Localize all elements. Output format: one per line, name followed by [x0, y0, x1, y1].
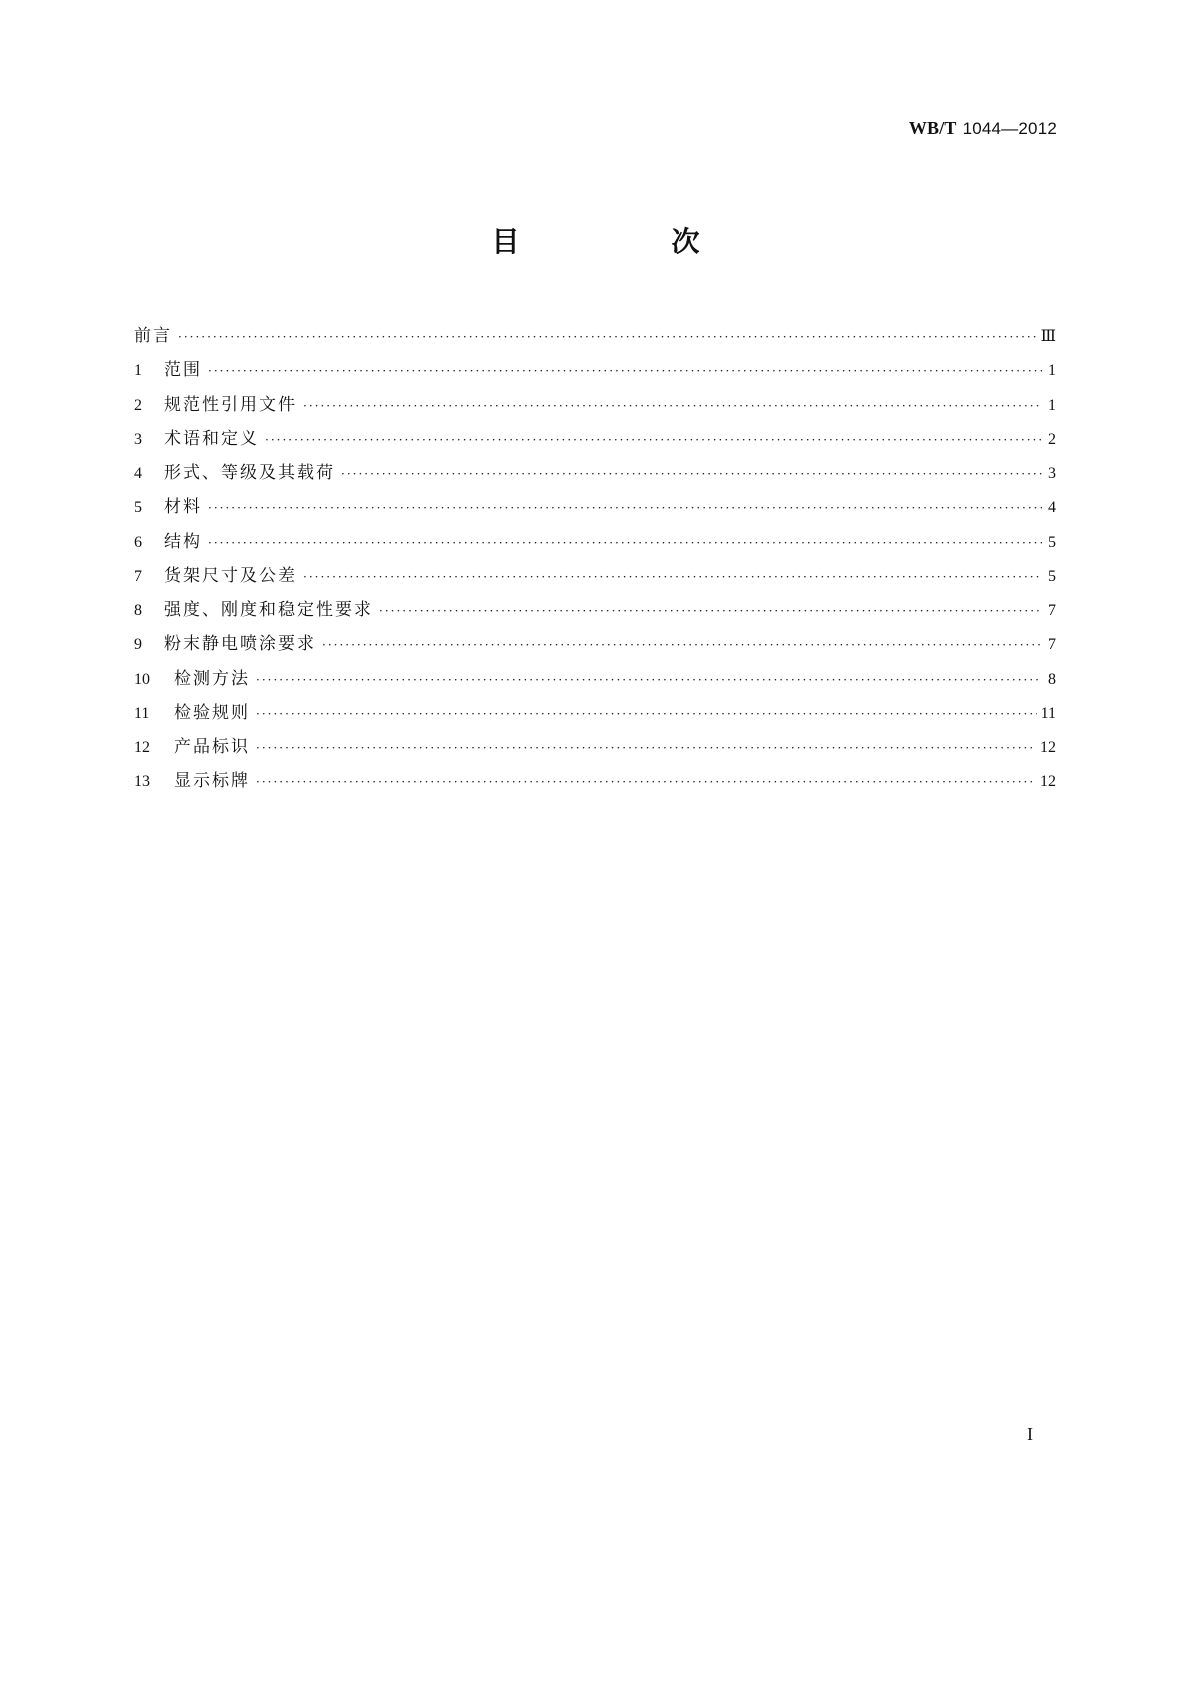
toc-entry-label: 前言	[134, 326, 172, 346]
toc-entry-page: 7	[1048, 636, 1056, 654]
toc-entry-3[interactable]	[134, 427, 1056, 461]
toc-entry-number: 13	[134, 773, 150, 791]
toc-entry-number: 9	[134, 636, 142, 654]
toc-entry-8[interactable]	[134, 598, 1056, 632]
toc-entry-9[interactable]	[134, 632, 1056, 666]
toc-entry-page: 7	[1048, 602, 1056, 619]
dot-leader	[256, 770, 1036, 794]
toc-entry-label: 材料	[164, 497, 202, 518]
toc-entry-label: 粉末静电喷涂要求	[164, 634, 316, 655]
toc-entry-number: 5	[134, 499, 142, 517]
toc-entry-page: 1	[1048, 362, 1056, 380]
toc-entry-number: 7	[134, 567, 142, 585]
page-number: I	[1027, 1424, 1033, 1444]
toc-entry-4[interactable]	[134, 461, 1056, 495]
toc-entry-6[interactable]	[134, 530, 1056, 564]
toc-entry-number: 4	[134, 465, 142, 482]
toc-entry-number: 1	[134, 362, 142, 380]
toc-entry-page: 2	[1048, 430, 1056, 448]
toc-entry-7[interactable]	[134, 564, 1056, 598]
toc-entry-13[interactable]	[134, 769, 1056, 803]
toc-entry-label: 范围	[164, 360, 202, 381]
toc-entry-number: 10	[134, 670, 150, 688]
toc-entry-2[interactable]	[134, 393, 1056, 427]
toc-entry-5[interactable]	[134, 495, 1056, 529]
toc-entry-number: 3	[134, 430, 142, 448]
dot-leader	[178, 325, 1037, 349]
toc-entry-label: 形式、等级及其载荷	[164, 463, 335, 483]
toc-entry-10[interactable]	[134, 667, 1056, 701]
page-title: 目 次	[491, 225, 762, 258]
dot-leader	[256, 736, 1036, 760]
dot-leader	[341, 462, 1042, 486]
toc-entry-page: 11	[1040, 704, 1056, 722]
standard-code	[909, 118, 1057, 139]
dot-leader	[256, 668, 1042, 692]
toc-entry-page: 4	[1048, 499, 1056, 517]
dot-leader	[208, 359, 1042, 383]
toc-entry-number: 8	[134, 602, 142, 619]
toc-entry-page: Ⅲ	[1040, 328, 1056, 345]
table-of-contents	[134, 324, 1056, 804]
dot-leader	[208, 531, 1042, 555]
toc-entry-label: 术语和定义	[164, 428, 259, 449]
toc-entry-number: 6	[134, 533, 142, 551]
toc-entry-page: 5	[1048, 533, 1056, 551]
toc-entry-11[interactable]	[134, 701, 1056, 735]
toc-entry-12[interactable]	[134, 735, 1056, 769]
toc-entry-page: 8	[1048, 670, 1056, 688]
dot-leader	[256, 702, 1037, 726]
standard-number: 1044—2012	[962, 119, 1057, 138]
toc-entry-label: 结构	[164, 531, 202, 552]
toc-entry-foreword[interactable]	[134, 324, 1056, 358]
toc-entry-label: 产品标识	[174, 737, 250, 757]
toc-entry-label: 强度、刚度和稳定性要求	[164, 600, 373, 620]
dot-leader	[303, 394, 1042, 418]
dot-leader	[208, 496, 1042, 520]
toc-entry-page: 1	[1048, 396, 1056, 414]
dot-leader	[303, 565, 1042, 589]
toc-entry-label: 显示标牌	[174, 771, 250, 792]
toc-entry-number: 11	[134, 704, 150, 722]
toc-entry-label: 货架尺寸及公差	[164, 565, 297, 586]
toc-entry-page: 12	[1040, 739, 1056, 756]
toc-entry-page: 3	[1048, 465, 1056, 482]
toc-entry-page: 5	[1048, 567, 1056, 585]
toc-entry-number: 12	[134, 739, 150, 756]
toc-entry-number: 2	[134, 396, 142, 414]
toc-entry-1[interactable]	[134, 358, 1056, 392]
dot-leader	[379, 599, 1042, 623]
toc-entry-page: 12	[1040, 773, 1056, 791]
toc-entry-label: 规范性引用文件	[164, 394, 297, 415]
toc-entry-label: 检验规则	[174, 702, 250, 723]
toc-entry-label: 检测方法	[174, 668, 250, 689]
dot-leader	[265, 428, 1042, 452]
dot-leader	[322, 633, 1042, 657]
standard-prefix: WB/T	[908, 118, 957, 138]
